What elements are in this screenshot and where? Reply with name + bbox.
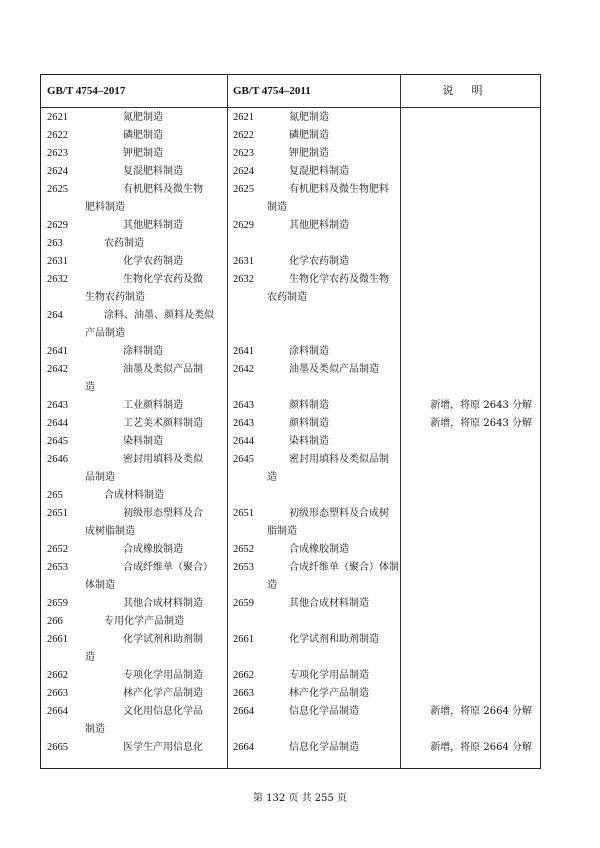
table-row [41,109,540,127]
code-2017: 2624 [47,166,68,177]
name-2011: 钾肥制造 [289,148,329,159]
code-2011: 2629 [233,220,254,231]
code-2017: 2643 [47,400,68,411]
name-2011-cont: 农药制造 [267,292,307,303]
table-row [41,361,540,397]
code-2017: 2645 [47,436,68,447]
name-2011: 信息化学品制造 [289,742,359,753]
name-2017: 染料制造 [123,436,163,447]
code-2011: 2642 [233,364,254,375]
code-2017: 2652 [47,544,68,555]
table-row [41,271,540,307]
name-2017: 其他合成材料制造 [123,598,203,609]
code-2011: 2622 [233,130,254,141]
table-row [41,181,540,217]
code-2017: 2641 [47,346,68,357]
name-2017: 专用化学产品制造 [104,616,184,627]
name-2017: 复混肥料制造 [123,166,183,177]
name-2017-cont: 造 [85,652,95,663]
code-2017: 265 [47,490,63,501]
name-2011: 氮肥制造 [289,112,329,123]
name-2017: 钾肥制造 [123,148,163,159]
name-2017-cont: 体制造 [85,580,115,591]
table-row [41,595,540,613]
name-2017: 有机肥料及微生物 [123,184,203,195]
name-2017: 涂料、油墨、颜料及类似 [104,310,214,321]
code-2017: 2661 [47,634,68,645]
name-2017: 合成橡胶制造 [123,544,183,555]
name-2011: 复混肥料制造 [289,166,349,177]
table-row [41,559,540,595]
code-2011: 2631 [233,256,254,267]
name-2011: 生物化学农药及微生物 [289,274,389,285]
note-text: 新增，将原 2664 分解 [430,742,532,753]
name-2017: 化学试剂和助剂制 [123,634,203,645]
name-2017: 医学生产用信息化 [123,742,203,753]
page-footer: 第 132 页 共 255 页 [252,793,348,804]
code-2011: 2664 [233,742,254,753]
table-row [41,343,540,361]
code-2011: 2645 [233,454,254,465]
code-2017: 266 [47,616,63,627]
name-2011: 颜料制造 [289,418,329,429]
table-row [41,541,540,559]
name-2017-cont: 生物农药制造 [85,292,145,303]
name-2017-cont: 肥料制造 [85,202,125,213]
note-text: 新增，将原 2664 分解 [430,706,532,717]
code-2017: 2651 [47,508,68,519]
name-2011: 其他合成材料制造 [289,598,369,609]
code-2011: 2653 [233,562,254,573]
table-row [41,631,540,667]
name-2011: 染料制造 [289,436,329,447]
name-2011: 化学农药制造 [289,256,349,267]
name-2011: 磷肥制造 [289,130,329,141]
name-2017-cont: 成树脂制造 [85,526,135,537]
code-2011: 2641 [233,346,254,357]
name-2017: 专项化学用品制造 [123,670,203,681]
name-2011: 初级形态塑料及合成树 [289,508,389,519]
code-2017: 2632 [47,274,68,285]
name-2011-cont: 造 [267,580,277,591]
name-2011: 信息化学品制造 [289,706,359,717]
name-2017: 农药制造 [104,238,144,249]
code-2011: 2652 [233,544,254,555]
code-2011: 2632 [233,274,254,285]
code-2017: 2662 [47,670,68,681]
header-divider [41,107,540,108]
name-2011: 油墨及类似产品制造 [289,364,379,375]
name-2017: 磷肥制造 [123,130,163,141]
name-2017: 工艺美术颜料制造 [123,418,203,429]
name-2017: 生物化学农药及微 [123,274,203,285]
name-2017: 文化用信息化学品 [123,706,203,717]
name-2011: 合成橡胶制造 [289,544,349,555]
code-2017: 2644 [47,418,68,429]
name-2017: 油墨及类似产品制 [123,364,203,375]
table-row [41,397,540,415]
name-2017: 合成材料制造 [104,490,164,501]
code-2011: 2663 [233,688,254,699]
table-row [41,487,540,505]
name-2017: 其他肥料制造 [123,220,183,231]
name-2011: 密封用填料及类似品制 [289,454,389,465]
code-2017: 2629 [47,220,68,231]
code-2017: 2631 [47,256,68,267]
name-2017: 林产化学产品制造 [123,688,203,699]
code-2011: 2659 [233,598,254,609]
table-row [41,685,540,703]
code-2017: 2665 [47,742,68,753]
table-row [41,127,540,145]
code-2017: 2653 [47,562,68,573]
name-2017: 氮肥制造 [123,112,163,123]
name-2011: 颜料制造 [289,400,329,411]
name-2011: 涂料制造 [289,346,329,357]
table-row [41,739,540,757]
comparison-table [40,74,541,769]
table-row [41,667,540,685]
table-row [41,451,540,487]
code-2011: 2643 [233,400,254,411]
code-2011: 2643 [233,418,254,429]
code-2017: 264 [47,310,63,321]
table-row [41,415,540,433]
table-row [41,253,540,271]
name-2017: 化学农药制造 [123,256,183,267]
code-2011: 2644 [233,436,254,447]
name-2011: 专项化学用品制造 [289,670,369,681]
name-2011: 合成纤维单（聚合）体制 [289,562,399,573]
note-text: 新增，将原 2643 分解 [430,400,532,411]
name-2011-cont: 脂制造 [267,526,297,537]
table-row [41,307,540,343]
name-2017: 涂料制造 [123,346,163,357]
code-2017: 2623 [47,148,68,159]
name-2017: 工业颜料制造 [123,400,183,411]
code-2011: 2661 [233,634,254,645]
name-2017-cont: 制造 [85,724,105,735]
name-2017: 初级形态塑料及合 [123,508,203,519]
name-2011: 其他肥料制造 [289,220,349,231]
table-row [41,145,540,163]
code-2011: 2651 [233,508,254,519]
table-row [41,433,540,451]
code-2011: 2624 [233,166,254,177]
code-2017: 2622 [47,130,68,141]
code-2011: 2664 [233,706,254,717]
name-2011: 化学试剂和助剂制造 [289,634,379,645]
code-2017: 2621 [47,112,68,123]
table-row [41,163,540,181]
table-row [41,703,540,739]
name-2017-cont: 品制造 [85,472,115,483]
table-row [41,613,540,631]
header-gbt-2017: GB/T 4754–2017 [47,85,126,97]
table-row [41,235,540,253]
name-2017-cont: 造 [85,382,95,393]
name-2011-cont: 造 [267,472,277,483]
header-gbt-2011: GB/T 4754–2011 [233,85,311,97]
code-2017: 2642 [47,364,68,375]
name-2011-cont: 制造 [267,202,287,213]
code-2011: 2621 [233,112,254,123]
name-2011: 林产化学产品制造 [289,688,369,699]
code-2011: 2625 [233,184,254,195]
code-2017: 2646 [47,454,68,465]
note-text: 新增，将原 2643 分解 [430,418,532,429]
name-2017: 合成纤维单（聚合） [123,562,213,573]
code-2017: 2664 [47,706,68,717]
table-row [41,217,540,235]
code-2011: 2623 [233,148,254,159]
code-2017: 2659 [47,598,68,609]
code-2017: 263 [47,238,63,249]
code-2017: 2625 [47,184,68,195]
header-note: 说明 [442,84,501,97]
name-2011: 有机肥料及微生物肥料 [289,184,389,195]
code-2011: 2662 [233,670,254,681]
name-2017-cont: 产品制造 [85,328,125,339]
name-2017: 密封用填料及类似 [123,454,203,465]
table-row [41,505,540,541]
code-2017: 2663 [47,688,68,699]
